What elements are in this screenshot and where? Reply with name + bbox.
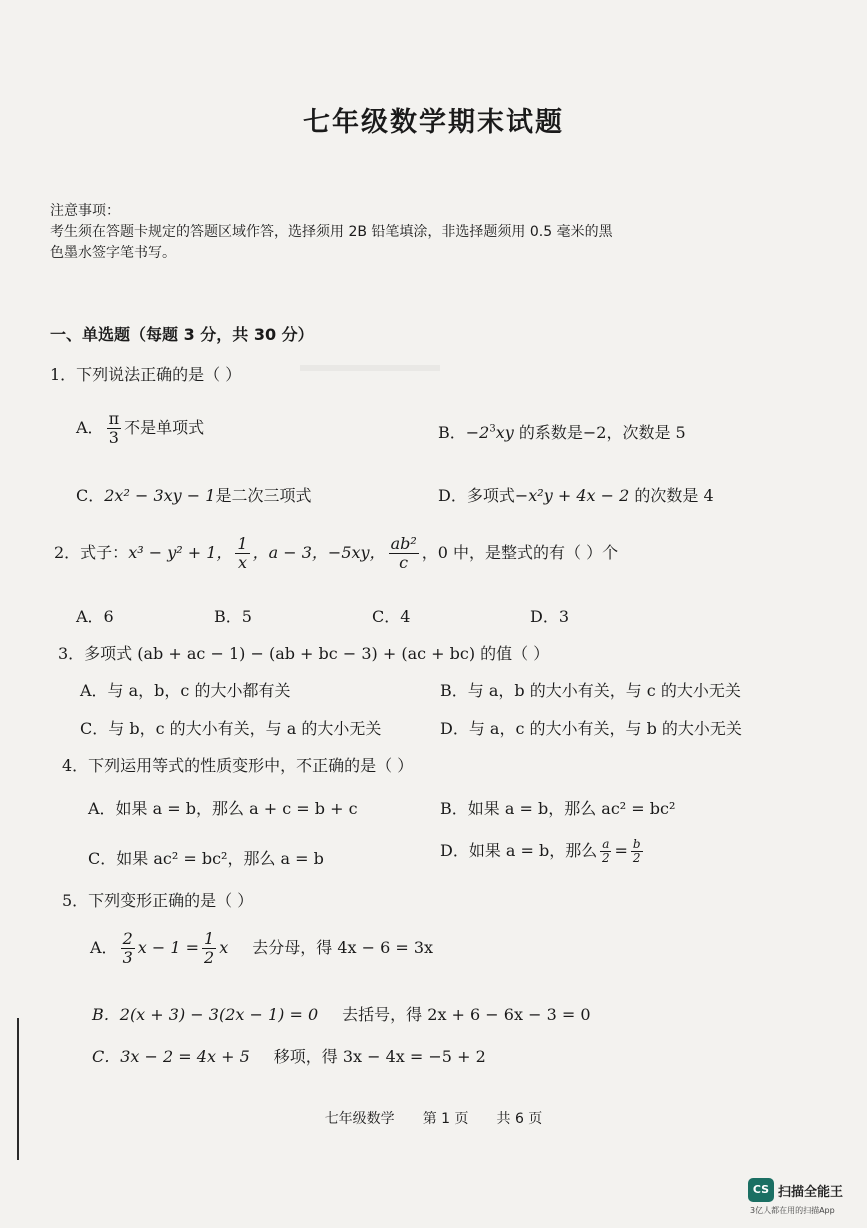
- q2-stem-post: ，0 中，是整式的有（ ）个: [421, 543, 619, 562]
- fraction-numerator: π: [108, 409, 120, 428]
- q1-b-var: xy: [495, 423, 514, 442]
- q1-option-c: [76, 483, 311, 506]
- a-over-2-fraction: [600, 838, 611, 865]
- q5-a-text: 去分母，得 4x − 6 = 3x: [252, 938, 434, 957]
- q2-fraction-1: [235, 535, 249, 572]
- q5-option-a: [90, 930, 433, 967]
- q4-option-d: [440, 838, 646, 865]
- page-footer: [0, 1108, 867, 1128]
- q1-d-label: D．: [438, 486, 467, 505]
- q5-a-label: A．: [90, 938, 118, 957]
- footer-total-pages: 共 6 页: [496, 1111, 543, 1127]
- q3-option-b: B．与 a，b 的大小有关，与 c 的大小无关: [440, 681, 741, 700]
- notes-line-2: 色墨水签字笔书写。: [50, 245, 176, 261]
- b-over-2-fraction: [631, 838, 643, 865]
- q1-b-exponent: 3: [489, 423, 496, 435]
- q1-a-label: A．: [76, 418, 104, 437]
- fraction-denominator: c: [399, 553, 409, 572]
- q2-option-c: C．4: [372, 607, 411, 626]
- q1-b-text: 的系数是−2，次数是 5: [513, 423, 686, 442]
- q5-option-b: [92, 1002, 591, 1025]
- q5-b-text: 去括号，得 2x + 6 − 6x − 3 = 0: [342, 1005, 591, 1024]
- camscanner-watermark: [748, 1178, 856, 1218]
- q3-option-d: D．与 a，c 的大小有关，与 b 的大小无关: [440, 719, 742, 738]
- fraction-denominator: 2: [204, 948, 215, 967]
- q5-stem: 5．下列变形正确的是（ ）: [62, 891, 254, 910]
- q1-option-a: [76, 410, 204, 447]
- q1-option-b: [438, 420, 686, 443]
- camscanner-logo-icon: CS: [748, 1178, 774, 1202]
- q2-stem-pre: 2．式子：: [54, 543, 129, 562]
- q1-d-pre: 多项式: [466, 486, 515, 505]
- q2-fraction-2: [389, 535, 419, 572]
- watermark-name: 扫描全能王: [778, 1185, 844, 1200]
- exam-title: 七年级数学期末试题: [303, 107, 564, 138]
- q1-a-text: 不是单项式: [124, 418, 205, 437]
- q2-option-a: A．6: [76, 607, 114, 626]
- q3-option-a: A．与 a，b，c 的大小都有关: [80, 681, 291, 700]
- q2-expr-3: ，a − 3，−5xy，: [252, 543, 386, 562]
- q5-c-expr: C．3x − 2 = 4x + 5: [92, 1047, 250, 1066]
- q2-option-d: D．3: [530, 607, 570, 626]
- notes-heading: 注意事项：: [50, 203, 120, 219]
- q4-option-b: B．如果 a = b，那么 ac² = bc²: [440, 799, 676, 818]
- q4-option-c: C．如果 ac² = bc²，那么 a = b: [88, 849, 324, 868]
- fraction-numerator: 1: [204, 929, 215, 948]
- q3-option-c: C．与 b，c 的大小有关，与 a 的大小无关: [80, 719, 382, 738]
- equals-sign: =: [614, 841, 628, 860]
- two-thirds-fraction: [121, 930, 135, 967]
- notes-line-1: 考生须在答题卡规定的答题区域作答，选择须用 2B 铅笔填涂，非选择题须用 0.5 毫米的黑: [50, 224, 613, 240]
- fraction-numerator: ab²: [390, 534, 417, 553]
- q2-option-b: B．5: [214, 607, 252, 626]
- q1-d-text: 的次数是 4: [629, 486, 714, 505]
- binding-margin-line: [17, 1018, 19, 1160]
- fraction-numerator: a: [602, 837, 610, 851]
- q1-option-d: [438, 483, 714, 506]
- q4-option-a: A．如果 a = b，那么 a + c = b + c: [88, 799, 358, 818]
- q1-c-text: 是二次三项式: [215, 486, 312, 505]
- footer-subject: 七年级数学: [324, 1111, 395, 1127]
- pi-over-3-fraction: [107, 410, 122, 447]
- bleed-through-shadow: [300, 365, 440, 471]
- fraction-numerator: 1: [237, 534, 248, 553]
- q3-stem: 3．多项式 (ab + ac − 1) − (ab + bc − 3) + (ac + bc) 的值（ ）: [58, 644, 550, 663]
- q1-b-label: B．: [438, 423, 466, 442]
- q5-a-mid: x − 1 =: [137, 938, 200, 957]
- section-title: 一、单选题（每题 3 分，共 30 分）: [50, 325, 314, 344]
- fraction-numerator: 2: [122, 929, 133, 948]
- q5-option-c: [92, 1044, 486, 1067]
- q1-d-expr: −x²y + 4x − 2: [514, 486, 630, 505]
- q5-a-end: x: [219, 938, 229, 957]
- fraction-denominator: 3: [108, 428, 119, 447]
- q4-stem: 4．下列运用等式的性质变形中，不正确的是（ ）: [62, 756, 414, 775]
- one-half-fraction: [202, 930, 216, 967]
- q4-d-text: D．如果 a = b，那么: [440, 841, 598, 860]
- q1-c-label: C．: [76, 486, 105, 505]
- q1-c-expr: 2x² − 3xy − 1: [104, 486, 216, 505]
- fraction-denominator: 2: [602, 851, 610, 865]
- fraction-numerator: b: [632, 837, 641, 851]
- q5-c-text: 移项，得 3x − 4x = −5 + 2: [273, 1047, 486, 1066]
- footer-page-number: 第 1 页: [422, 1111, 469, 1127]
- watermark-subtitle: 3亿人都在用的扫描App: [750, 1206, 835, 1215]
- q5-b-expr: B．2(x + 3) − 3(2x − 1) = 0: [92, 1005, 319, 1024]
- fraction-denominator: 3: [122, 948, 133, 967]
- fraction-denominator: x: [238, 553, 248, 572]
- q2-expr-1: x³ − y² + 1，: [128, 543, 233, 562]
- q1-b-expr: −2: [465, 423, 490, 442]
- q2-stem: [54, 535, 618, 572]
- fraction-denominator: 2: [632, 851, 641, 865]
- q1-stem: 1．下列说法正确的是（ ）: [50, 365, 242, 384]
